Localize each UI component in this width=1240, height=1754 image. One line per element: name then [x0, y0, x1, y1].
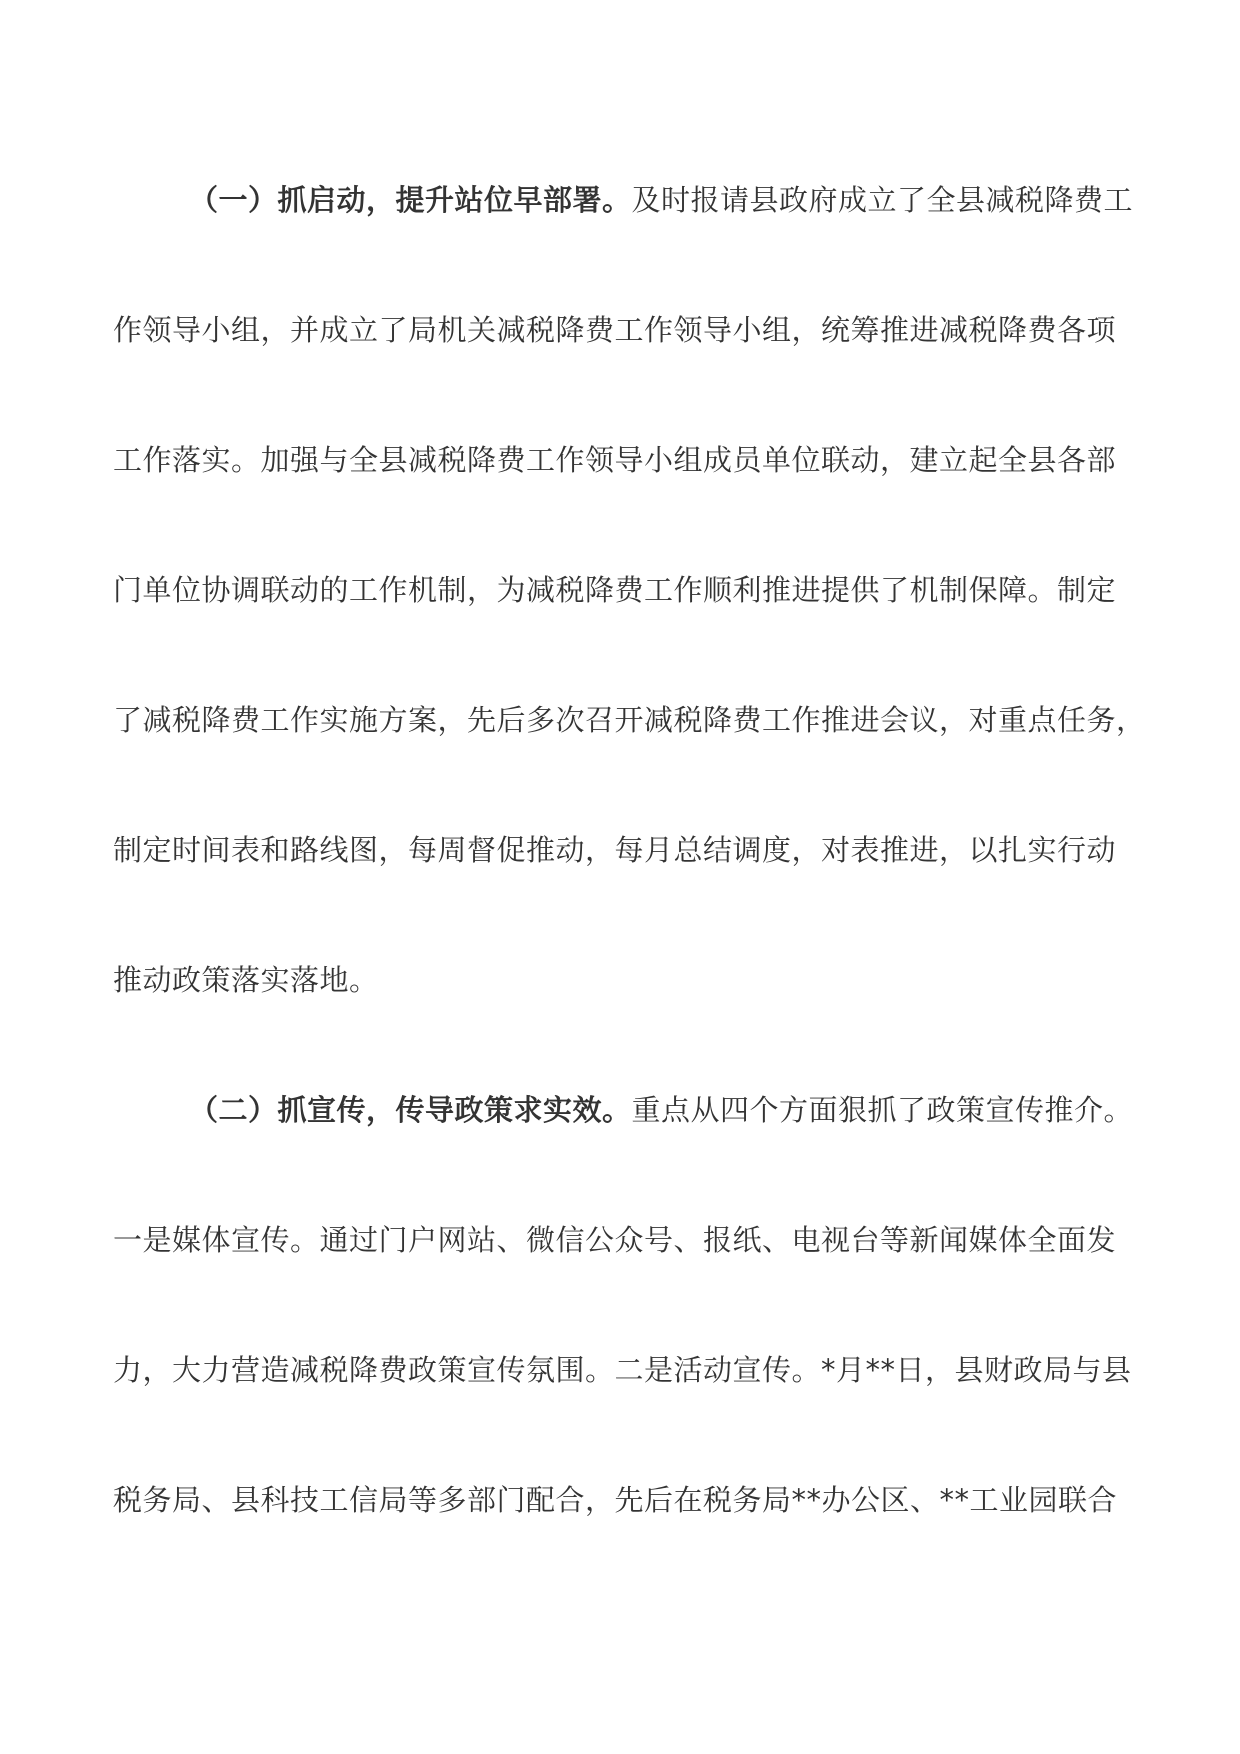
paragraph-line: 推动政策落实落地。	[113, 963, 379, 997]
paragraph-text: 及时报请县政府成立了全县减税降费工	[631, 183, 1134, 217]
paragraph-line: 制定时间表和路线图，每周督促推动，每月总结调度，对表推进，以扎实行动	[113, 833, 1117, 867]
paragraph-section-2	[113, 1045, 1153, 1565]
paragraph-line	[113, 135, 1153, 265]
section-heading: （一）抓启动，提升站位早部署。	[189, 183, 632, 217]
paragraph-line: 力，大力营造减税降费政策宣传氛围。二是活动宣传。*月**日，县财政局与县	[113, 1353, 1132, 1387]
paragraph-line: 门单位协调联动的工作机制，为减税降费工作顺利推进提供了机制保障。制定	[113, 573, 1117, 607]
paragraph-line	[113, 1045, 1153, 1175]
paragraph-line: 税务局、县科技工信局等多部门配合，先后在税务局**办公区、**工业园联合	[113, 1483, 1118, 1517]
paragraph-line: 一是媒体宣传。通过门户网站、微信公众号、报纸、电视台等新闻媒体全面发	[113, 1223, 1117, 1257]
section-heading: （二）抓宣传，传导政策求实效。	[189, 1093, 632, 1127]
paragraph-line: 作领导小组，并成立了局机关减税降费工作领导小组，统筹推进减税降费各项	[113, 313, 1117, 347]
paragraph-text: 重点从四个方面狠抓了政策宣传推介。	[631, 1093, 1134, 1127]
paragraph-section-1	[113, 135, 1153, 1045]
paragraph-line: 了减税降费工作实施方案，先后多次召开减税降费工作推进会议，对重点任务，	[113, 703, 1146, 737]
paragraph-line: 工作落实。加强与全县减税降费工作领导小组成员单位联动，建立起全县各部	[113, 443, 1117, 477]
